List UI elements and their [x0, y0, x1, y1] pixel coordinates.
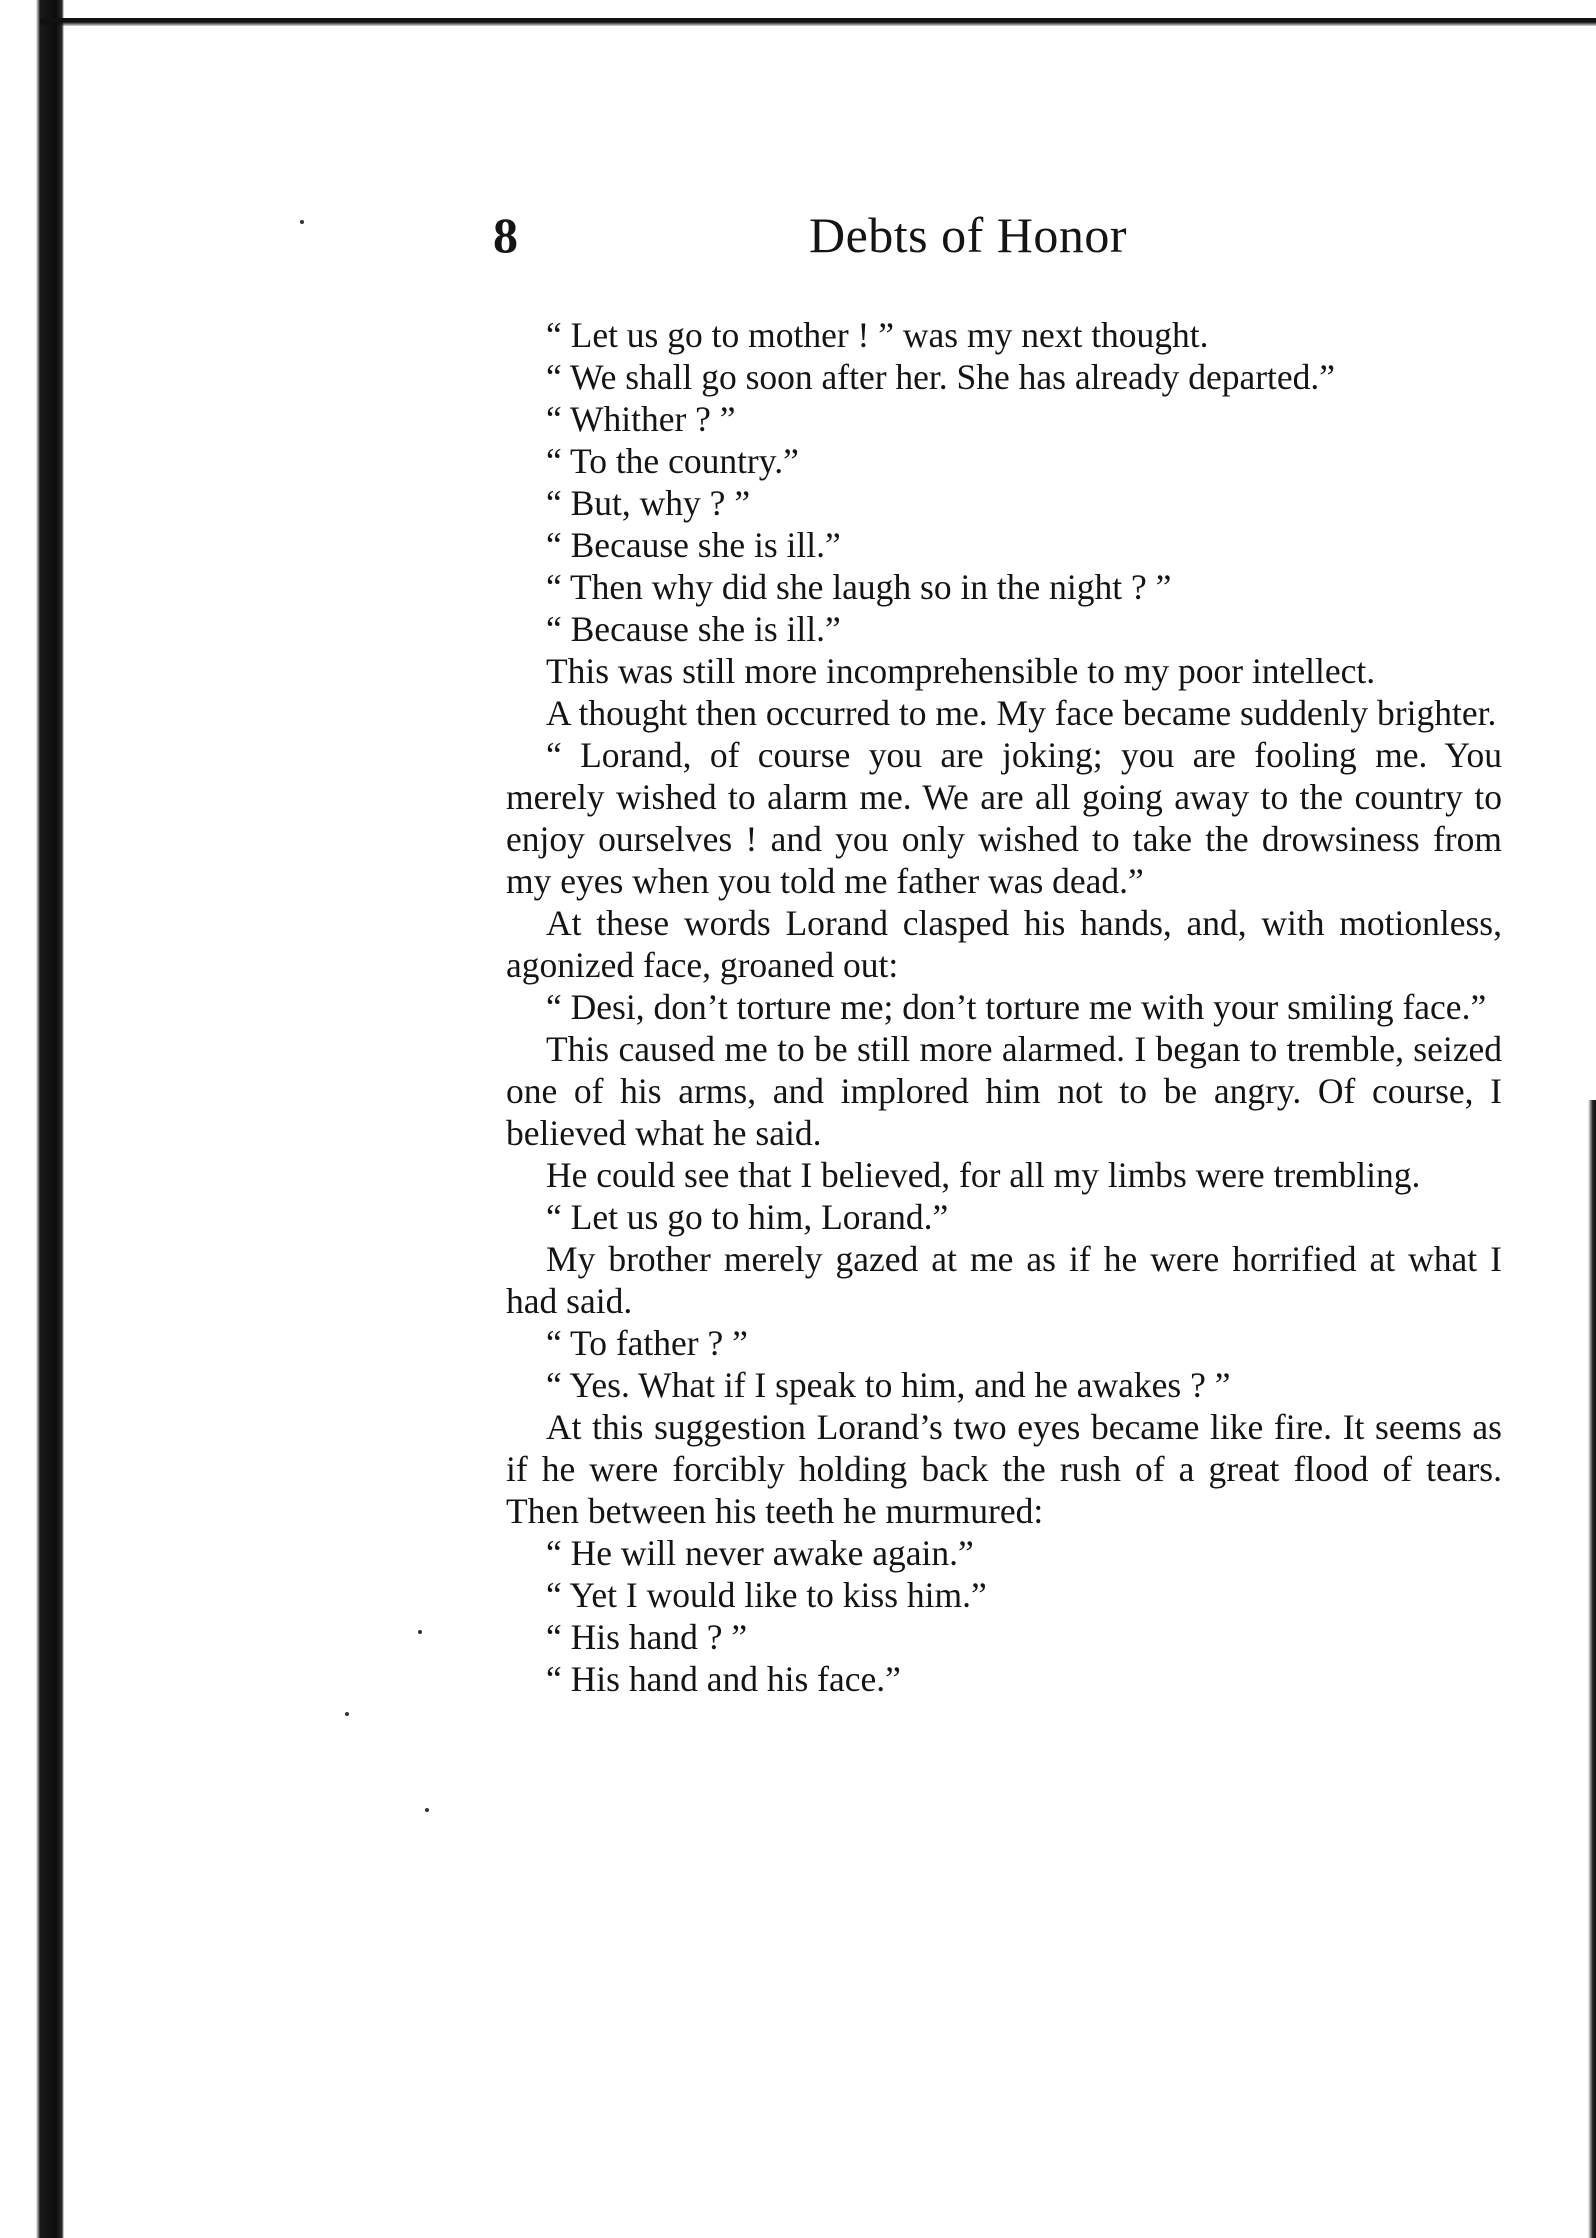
paragraph: This was still more incomprehensible to my poor intellect.	[546, 651, 1376, 691]
paragraph: “ Yet I would like to kiss him.”	[546, 1575, 987, 1615]
paragraph: He could see that I believed, for all my limbs were trembling.	[546, 1155, 1421, 1195]
paragraph: “ To father ? ”	[546, 1323, 748, 1363]
paragraph: A thought then occurred to me. My face became suddenly brighter.	[546, 693, 1497, 733]
paragraph: “ Because she is ill.”	[546, 525, 841, 565]
paragraph: “ His hand ? ”	[546, 1617, 748, 1657]
paragraph: “ Then why did she laugh so in the night ? ”	[546, 567, 1172, 607]
scan-speck	[345, 1712, 349, 1716]
paragraph: “ Lorand, of course you are joking; you are fooling me. You merely wished to alarm me. We are all going away to the country to enjoy ourselves ! and you only wished to take the drowsiness from my eyes when you told me father was dead.”	[506, 735, 1502, 901]
scan-speck	[300, 220, 304, 224]
text-body	[506, 314, 1502, 1700]
paragraph: “ Whither ? ”	[546, 399, 736, 439]
paragraph: At these words Lorand clasped his hands, and, with motionless, agonized face, groaned out:	[506, 903, 1502, 985]
paragraph: “ Because she is ill.”	[546, 609, 841, 649]
paragraph: “ Let us go to mother ! ” was my next thought.	[546, 315, 1209, 355]
paragraph: “ Let us go to him, Lorand.”	[546, 1197, 949, 1237]
scan-edge-top	[40, 18, 1596, 26]
paragraph: This caused me to be still more alarmed. I began to tremble, seized one of his arms, and implored him not to be angry. Of course, I believed what he said.	[506, 1029, 1502, 1153]
paragraph: “ His hand and his face.”	[546, 1659, 901, 1699]
running-title: Debts of Honor	[808, 207, 1128, 263]
page-header	[493, 205, 1513, 265]
scan-speck	[425, 1808, 429, 1812]
scan-edge-left	[0, 0, 64, 2238]
paragraph: At this suggestion Lorand’s two eyes became like fire. It seems as if he were forcibly holding back the rush of a great flood of tears. Then between his teeth he murmured:	[506, 1407, 1502, 1531]
paragraph: “ He will never awake again.”	[546, 1533, 974, 1573]
paragraph: “ But, why ? ”	[546, 483, 751, 523]
paragraph: “ Desi, don’t torture me; don’t torture me with your smiling face.”	[546, 987, 1487, 1027]
scan-edge-right	[1588, 1100, 1596, 2238]
scan-speck	[418, 1630, 422, 1634]
paragraph: My brother merely gazed at me as if he were horrified at what I had said.	[506, 1239, 1502, 1321]
paragraph: “ We shall go soon after her. She has already departed.”	[546, 357, 1336, 397]
page-number: 8	[493, 207, 518, 263]
paragraph: “ Yes. What if I speak to him, and he awakes ? ”	[546, 1365, 1231, 1405]
paragraph: “ To the country.”	[546, 441, 799, 481]
